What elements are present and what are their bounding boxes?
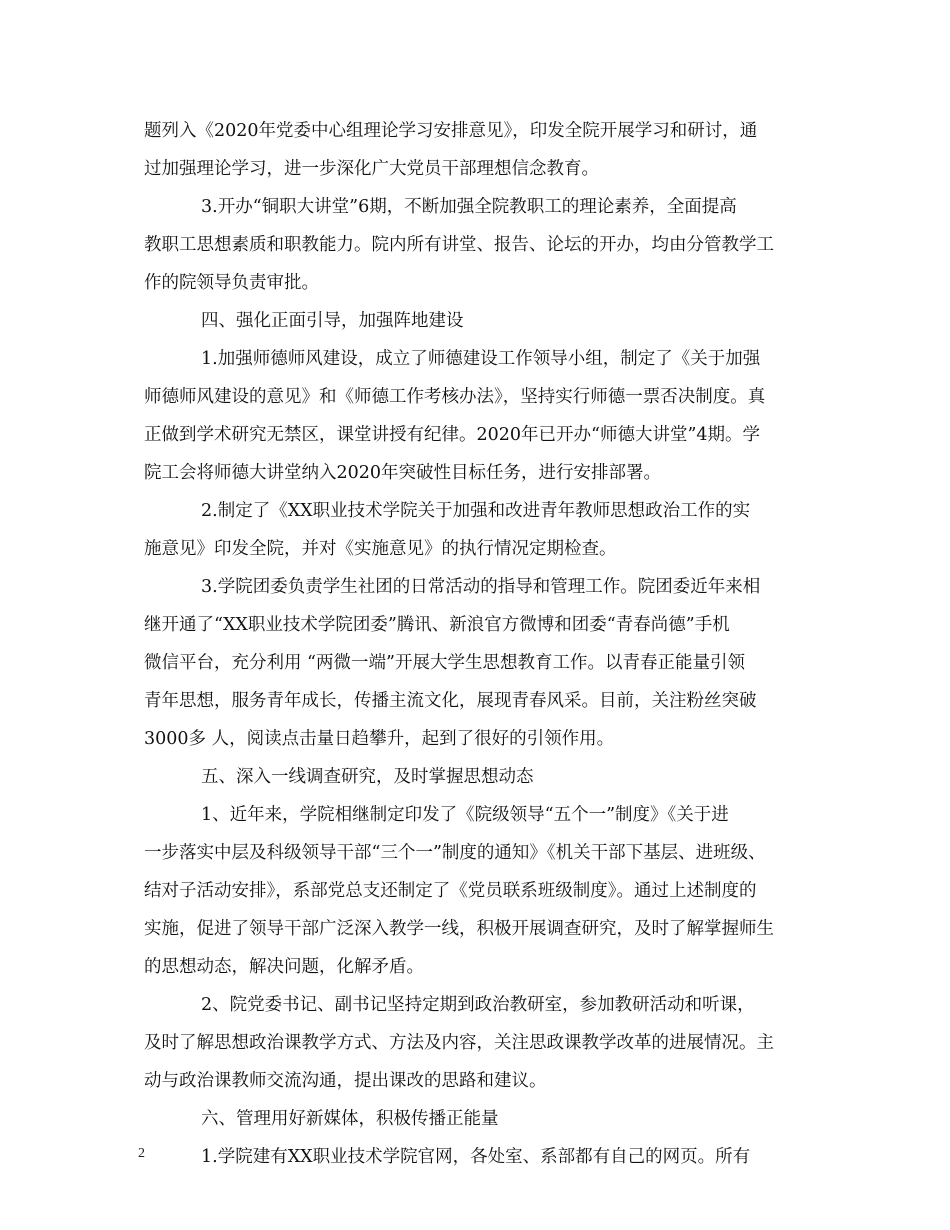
text-line: 一步落实中层及科级领导干部“三个一”制度的通知》《机关干部下基层、进班级、	[144, 843, 766, 863]
text-line: 过加强理论学习，进一步深化广大党员干部理想信念教育。	[144, 159, 599, 179]
paragraph-start-line: 2.制定了《XX职业技术学院关于加强和改进青年教师思想政治工作的实	[201, 501, 751, 521]
text-line: 继开通了“XX职业技术学院团委”腾讯、新浪官方微博和团委“青春尚德”手机	[144, 615, 730, 635]
text-line: 题列入《2020年党委中心组理论学习安排意见》，印发全院开展学习和研讨，通	[144, 121, 758, 141]
text-line: 动与政治课教师交流沟通，提出课改的思路和建议。	[144, 1071, 547, 1091]
text-line: 正做到学术研究无禁区，课堂讲授有纪律。2020年已开办“师德大讲堂”4期。学	[144, 425, 761, 445]
section-heading: 五、深入一线调查研究，及时掌握思想动态	[201, 767, 534, 787]
text-line: 院工会将师德大讲堂纳入2020年突破性目标任务，进行安排部署。	[144, 463, 662, 483]
text-line: 微信平台，充分利用 “两微一端”开展大学生思想教育工作。以青春正能量引领	[144, 653, 745, 673]
text-line: 作的院领导负责审批。	[144, 273, 319, 293]
section-heading: 四、强化正面引导，加强阵地建设	[201, 311, 464, 331]
text-line: 3000多 人，阅读点击量日趋攀升，起到了很好的引领作用。	[144, 729, 615, 749]
section-heading: 六、管理用好新媒体，积极传播正能量	[201, 1109, 499, 1129]
text-line: 师德师风建设的意见》和《师德工作考核办法》，坚持实行师德一票否决制度。真	[144, 387, 766, 407]
text-line: 实施，促进了领导干部广泛深入教学一线，积极开展调查研究，及时了解掌握师生	[144, 919, 774, 939]
page-number: 2	[138, 1146, 145, 1161]
paragraph-start-line: 3.学院团委负责学生社团的日常活动的指导和管理工作。院团委近年来相	[201, 577, 761, 597]
text-line: 的思想动态，解决问题，化解矛盾。	[144, 957, 424, 977]
document-body	[144, 112, 816, 1176]
text-line: 结对子活动安排》，系部党总支还制定了《党员联系班级制度》。通过上述制度的	[144, 881, 757, 901]
paragraph-start-line: 1、近年来，学院相继制定印发了《院级领导“五个一”制度》《关于进	[201, 805, 729, 825]
text-line: 教职工思想素质和职教能力。院内所有讲堂、报告、论坛的开办，均由分管教学工	[144, 235, 774, 255]
text-line: 青年思想，服务青年成长，传播主流文化，展现青春风采。目前，关注粉丝突破	[144, 691, 757, 711]
paragraph-start-line: 1.学院建有XX职业技术学院官网，各处室、系部都有自己的网页。所有	[201, 1147, 751, 1167]
paragraph-start-line: 3.开办“铜职大讲堂”6期，不断加强全院教职工的理论素养，全面提高	[201, 197, 737, 217]
text-line: 及时了解思想政治课教学方式、方法及内容，关注思政课教学改革的进展情况。主	[144, 1033, 774, 1053]
paragraph-start-line: 2、院党委书记、副书记坚持定期到政治教研室，参加教研活动和听课，	[201, 995, 755, 1015]
text-line: 施意见》印发全院，并对《实施意见》的执行情况定期检查。	[144, 539, 617, 559]
paragraph-start-line: 1.加强师德师风建设，成立了师德建设工作领导小组，制定了《关于加强	[201, 349, 761, 369]
